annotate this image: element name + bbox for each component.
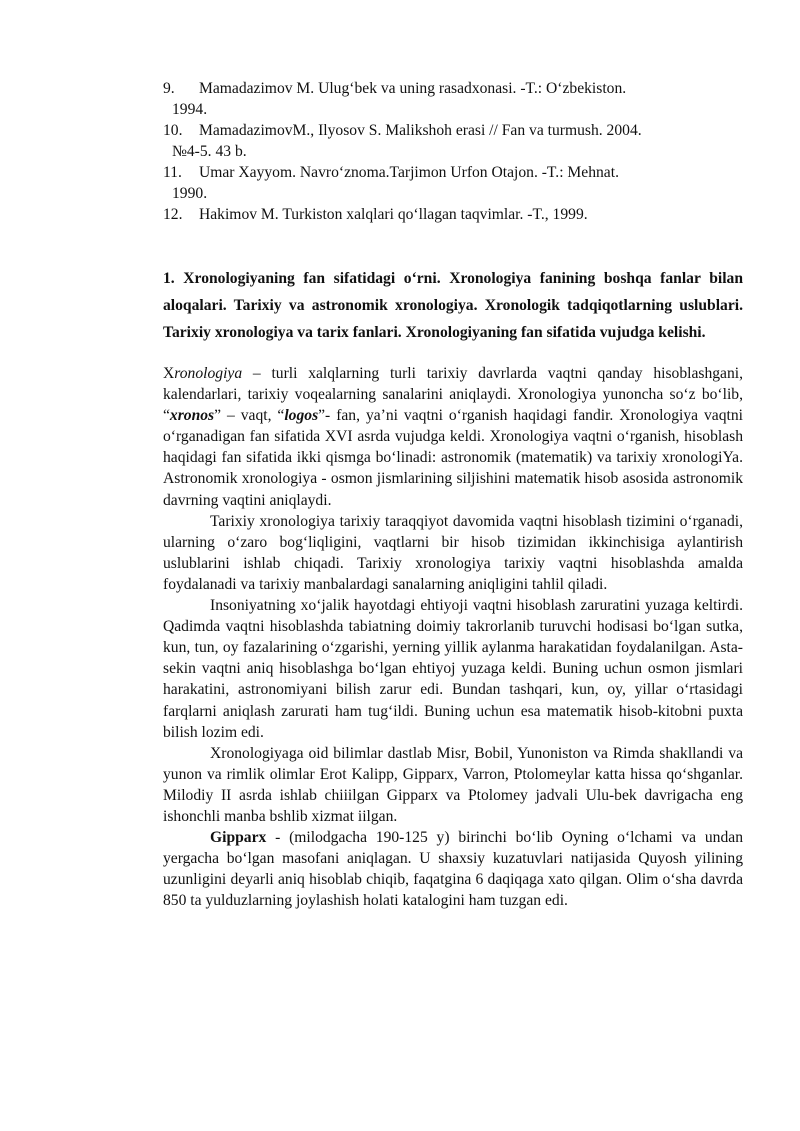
reference-number: 11.	[163, 164, 182, 181]
reference-item	[163, 78, 743, 120]
reference-text-continued: 1994.	[172, 101, 208, 118]
paragraph-time-needs: Insoniyatning xo‘jalik hayotdagi ehtiyoji vaqtni hisoblash zaruratini yuzaga keltirdi. Qadimda vaqtni hisoblashda tabiatning doimiy takrorlanib turuvchi hodisasi bo‘lgan sutka, kun, tun, oy fazalarining o‘zgarishi, yerning yillik aylanma harakatidan foydalanilgan. Asta-sekin vaqtni aniq hisoblashga bo‘lgan ehtiyoj yuzaga keldi. Buning uchun osmon jismlari harakatini, astronomiyani bilish zarur edi. Bundan tashqari, kun, oy, yillar o‘rtasidagi farqlarni aniqlash zarurati ham tug‘ildi. Buning uchun esa matematik hisob-kitobni puxta bilish lozim edi.	[163, 597, 743, 741]
reference-item	[163, 120, 743, 162]
reference-text: MamadazimovM., Ilyosov S. Malikshoh erasi // Fan va turmush. 2004.	[199, 122, 642, 139]
term-logos: logos	[284, 407, 319, 425]
reference-item	[163, 162, 743, 204]
term-xronos: xronos	[169, 407, 215, 425]
reference-item	[163, 204, 743, 225]
paragraph-text: – turli xalqlarning turli tarixiy davrlarda vaqtni qanday hisoblashgani, kalendarlari, tarixiy voqealarning sanalarini aniqlaydi. Xronologiya yunoncha so‘z bo‘lib, “	[163, 365, 743, 425]
paragraph-origins: Xronologiyaga oid bilimlar dastlab Misr, Bobil, Yunoniston va Rimda shakllandi va yunon va rimlik olimlar Erot Kalipp, Gipparx, Varron, Ptolomeylar katta hissa qo‘shganlar. Milodiy II asrda ishlab chiiilgan Gipparx va Ptolomey jadvali Ulu-bek davrigacha eng ishonchli manba bshlib xizmat iilgan.	[163, 744, 743, 825]
reference-text: Umar Xayyom. Navro‘znoma.Tarjimon Urfon Otajon. -T.: Mehnat.	[199, 164, 619, 181]
reference-list	[163, 78, 743, 225]
reference-text: Mamadazimov M. Ulug‘bek va uning rasadxonasi. -T.: O‘zbekiston.	[199, 80, 627, 97]
reference-number: 9.	[163, 80, 175, 97]
reference-number: 10.	[163, 122, 183, 139]
reference-text: Hakimov M. Turkiston xalqlari qo‘llagan taqvimlar. -T., 1999.	[199, 206, 588, 223]
section-heading: 1. Xronologiyaning fan sifatidagi o‘rni. Xronologiya fanining boshqa fanlar bilan aloqalari. Tarixiy va astronomik xronologiya. Xronologik tadqiqotlarning uslublari. Tarixiy xronologiya va tarix fanlari. Xronologiyaning fan sifatida vujudga kelishi.	[163, 270, 743, 341]
reference-text-continued: №4-5. 43 b.	[172, 143, 247, 160]
person-name: Gipparx	[210, 829, 267, 847]
document-page	[163, 78, 743, 911]
reference-number: 12.	[163, 206, 183, 223]
paragraph-text: ” – vaqt, “	[214, 407, 285, 425]
paragraph-text: - (milodgacha 190-125 y) birinchi bo‘lib Oyning o‘lchami va undan yergacha bo‘lgan masofani aniqlagan. U shaxsiy kuzatuvlari natijasida Quyosh yilining uzunligini deyarli aniq hisoblab chiqib, faqatgina 6 daqiqaga xato qilgan. Olim o‘sha davrda 850 ta yulduzlarning joylashish holati katalogini ham tuzgan edi.	[163, 829, 743, 910]
paragraph-gipparx	[163, 827, 743, 911]
defined-term-initial: X	[163, 365, 175, 382]
reference-text-continued: 1990.	[172, 185, 208, 202]
paragraph-definition	[163, 363, 743, 511]
paragraph-historical-chronology: Tarixiy xronologiya tarixiy taraqqiyot davomida vaqtni hisoblash tizimini o‘rganadi, ularning o‘zaro bog‘liqligini, vaqtlarni bir hisob tizimidan ikkinchisiga aylantirish uslublarini ishlab chiqadi. Tarixiy xronologiya tarixiy vaqtni hisoblashda amalda foydalanadi va tarixiy manbalardagi sanalarning aniqligini tahlil qiladi.	[163, 512, 743, 593]
defined-term: ronologiya	[174, 365, 243, 382]
paragraph-text: ”- fan, ya’ni vaqtni o‘rganish haqidagi fandir. Xronologiya vaqtni o‘rganadigan fan sifatida XVI asrda vujudga keldi. Xronologiya vaqtni o‘rganish, hisoblash haqidagi fan sifatida ikki qismga bo‘linadi: astronomik (matematik) va tarixiy xronologiYa. Astronomik xronologiya - osmon jismlarining siljishini matematik hisob asosida astronomik davrning vaqtini aniqlaydi.	[163, 407, 743, 509]
